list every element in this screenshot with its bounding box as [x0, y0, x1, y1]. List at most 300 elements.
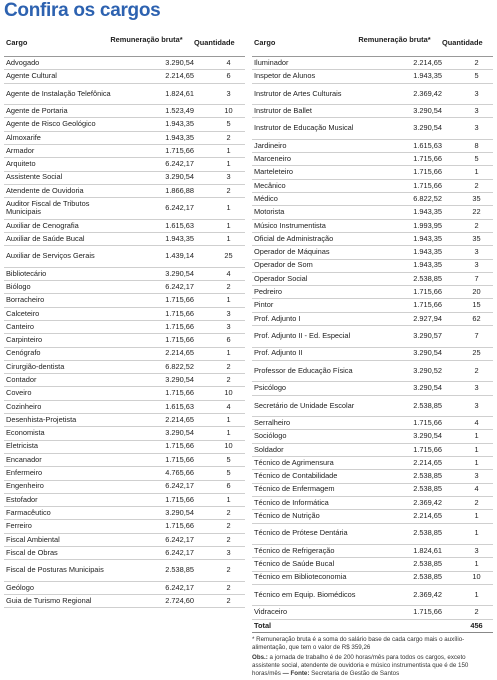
cargo-cell: Sociólogo: [252, 430, 374, 443]
quantidade-cell: 15: [460, 299, 493, 312]
remuneracao-cell: 2.214,65: [374, 510, 460, 523]
remuneracao-cell: 1.715,66: [126, 307, 212, 320]
remuneracao-cell: 2.724,60: [126, 595, 212, 608]
header-cargo: Cargo: [6, 38, 28, 47]
cargo-cell: Marteleteiro: [252, 166, 374, 179]
remuneracao-cell: 1.439,14: [126, 246, 212, 268]
cargo-cell: Prof. Adjunto II - Ed. Especial: [252, 326, 374, 348]
quantidade-cell: 6: [212, 70, 245, 83]
remuneracao-cell: 1.943,35: [374, 246, 460, 259]
table-row: [252, 430, 493, 443]
quantidade-cell: 7: [460, 326, 493, 348]
quantidade-cell: 3: [212, 83, 245, 105]
table-row: [4, 334, 245, 347]
table-row: [4, 400, 245, 413]
remuneracao-cell: 3.290,54: [374, 347, 460, 360]
quantidade-cell: 5: [212, 118, 245, 131]
right-column: [252, 35, 493, 680]
quantidade-cell: 1: [212, 232, 245, 245]
observation: [252, 654, 493, 677]
remuneracao-cell: 1.943,35: [374, 70, 460, 83]
cargo-cell: Técnico de Informática: [252, 496, 374, 509]
table-row: [252, 206, 493, 219]
quantidade-cell: 3: [212, 307, 245, 320]
remuneracao-cell: 3.290,54: [126, 374, 212, 387]
cargo-cell: Serralheiro: [252, 417, 374, 430]
quantidade-cell: 5: [460, 153, 493, 166]
cargo-cell: Auditor Fiscal de Tributos Municipais: [4, 198, 126, 220]
cargos-table-left: [4, 57, 245, 608]
table-row: [4, 493, 245, 506]
quantidade-cell: 1: [460, 166, 493, 179]
remuneracao-cell: 3.290,54: [374, 105, 460, 118]
cargo-cell: Técnico em Biblioteconomia: [252, 571, 374, 584]
remuneracao-cell: 3.290,52: [374, 360, 460, 382]
cargo-cell: Bibliotecário: [4, 267, 126, 280]
quantidade-cell: 6: [212, 480, 245, 493]
quantidade-cell: 2: [460, 360, 493, 382]
header-quantidade: Quantidade: [194, 38, 235, 47]
quantidade-cell: 3: [460, 259, 493, 272]
table-row: [252, 193, 493, 206]
cargo-cell: Encanador: [4, 453, 126, 466]
remuneracao-cell: 2.369,42: [374, 496, 460, 509]
table-row: [4, 281, 245, 294]
cargo-cell: Operador Social: [252, 272, 374, 285]
quantidade-cell: 3: [460, 382, 493, 395]
remuneracao-cell: 1.715,66: [374, 417, 460, 430]
remuneracao-cell: 6.242,17: [126, 533, 212, 546]
quantidade-cell: 2: [212, 533, 245, 546]
remuneracao-cell: 6.242,17: [126, 480, 212, 493]
quantidade-cell: 4: [212, 400, 245, 413]
remuneracao-cell: 1.715,66: [126, 387, 212, 400]
cargo-cell: Prof. Adjunto II: [252, 347, 374, 360]
table-row: [4, 267, 245, 280]
table-row: [252, 139, 493, 152]
quantidade-cell: 4: [460, 417, 493, 430]
cargo-cell: Instrutor de Educação Musical: [252, 118, 374, 140]
quantidade-cell: 10: [460, 571, 493, 584]
remuneracao-cell: 4.765,66: [126, 467, 212, 480]
quantidade-cell: 2: [212, 560, 245, 582]
cargo-cell: Cirurgião-dentista: [4, 360, 126, 373]
cargo-cell: Canteiro: [4, 320, 126, 333]
table-row: [252, 443, 493, 456]
quantidade-cell: 2: [212, 507, 245, 520]
cargo-cell: Secretário de Unidade Escolar: [252, 395, 374, 417]
cargo-cell: Estofador: [4, 493, 126, 506]
quantidade-cell: 4: [212, 57, 245, 70]
quantidade-cell: 1: [212, 414, 245, 427]
total-row: [252, 619, 493, 633]
cargo-cell: Arquiteto: [4, 158, 126, 171]
cargo-cell: Operador de Som: [252, 259, 374, 272]
table-row: [252, 360, 493, 382]
table-row: [252, 312, 493, 325]
table-row: [252, 606, 493, 619]
quantidade-cell: 1: [212, 158, 245, 171]
cargo-cell: Agente de Portaria: [4, 105, 126, 118]
quantidade-cell: 2: [212, 360, 245, 373]
table-row: [4, 294, 245, 307]
remuneracao-cell: 6.242,17: [126, 198, 212, 220]
quantidade-cell: 1: [460, 443, 493, 456]
notes: [252, 636, 493, 677]
table-row: [4, 232, 245, 245]
cargo-cell: Técnico de Prótese Dentária: [252, 523, 374, 545]
table-row: [252, 246, 493, 259]
total-quantidade: 456: [460, 619, 493, 633]
table-row: [252, 457, 493, 470]
cargo-cell: Guia de Turismo Regional: [4, 595, 126, 608]
quantidade-cell: 2: [460, 219, 493, 232]
quantidade-cell: 1: [460, 430, 493, 443]
cargo-cell: Auxiliar de Saúde Bucal: [4, 232, 126, 245]
table-row: [4, 320, 245, 333]
table-row: [252, 118, 493, 140]
quantidade-cell: 2: [212, 281, 245, 294]
quantidade-cell: 10: [212, 440, 245, 453]
remuneracao-cell: 2.369,42: [374, 83, 460, 105]
table-row: [4, 219, 245, 232]
quantidade-cell: 1: [212, 427, 245, 440]
table-row: [4, 533, 245, 546]
table-row: [252, 496, 493, 509]
cargo-cell: Inspetor de Alunos: [252, 70, 374, 83]
cargo-cell: Iluminador: [252, 57, 374, 70]
remuneracao-cell: 2.538,85: [374, 483, 460, 496]
cargo-cell: Fiscal Ambiental: [4, 533, 126, 546]
cargo-cell: Atendente de Ouvidoria: [4, 184, 126, 197]
remuneracao-cell: 1.943,35: [126, 232, 212, 245]
quantidade-cell: 1: [460, 457, 493, 470]
cargo-cell: Mecânico: [252, 179, 374, 192]
remuneracao-cell: 2.927,94: [374, 312, 460, 325]
quantidade-cell: 1: [212, 198, 245, 220]
table-row: [4, 105, 245, 118]
quantidade-cell: 8: [460, 139, 493, 152]
table-row: [252, 483, 493, 496]
remuneracao-cell: 2.538,85: [374, 558, 460, 571]
remuneracao-cell: 1.715,66: [126, 493, 212, 506]
quantidade-cell: 1: [460, 558, 493, 571]
remuneracao-cell: 3.290,54: [126, 427, 212, 440]
table-row: [4, 57, 245, 70]
cargo-cell: Operador de Máquinas: [252, 246, 374, 259]
quantidade-cell: 2: [212, 374, 245, 387]
quantidade-cell: 1: [212, 219, 245, 232]
table-row: [4, 171, 245, 184]
remuneracao-cell: 1.615,63: [126, 219, 212, 232]
table-row: [252, 179, 493, 192]
quantidade-cell: 5: [460, 70, 493, 83]
cargo-cell: Contador: [4, 374, 126, 387]
remuneracao-cell: 1.715,66: [374, 606, 460, 619]
header-quantidade: Quantidade: [442, 38, 483, 47]
cargo-cell: Motorista: [252, 206, 374, 219]
cargo-cell: Técnico de Saúde Bucal: [252, 558, 374, 571]
quantidade-cell: 3: [460, 105, 493, 118]
cargo-cell: Técnico de Nutrição: [252, 510, 374, 523]
quantidade-cell: 10: [212, 387, 245, 400]
remuneracao-cell: 3.290,57: [374, 326, 460, 348]
table-row: [4, 198, 245, 220]
table-row: [252, 326, 493, 348]
table-row: [252, 70, 493, 83]
table-row: [252, 57, 493, 70]
cargo-cell: Borracheiro: [4, 294, 126, 307]
quantidade-cell: 2: [460, 57, 493, 70]
remuneracao-cell: 6.822,52: [374, 193, 460, 206]
table-row: [4, 131, 245, 144]
cargo-cell: Técnico em Equip. Biomédicos: [252, 584, 374, 606]
quantidade-cell: 1: [460, 523, 493, 545]
quantidade-cell: 1: [460, 510, 493, 523]
table-row: [4, 184, 245, 197]
quantidade-cell: 4: [460, 483, 493, 496]
table-header: [252, 35, 493, 57]
cargo-cell: Instrutor de Artes Culturais: [252, 83, 374, 105]
table-row: [4, 440, 245, 453]
table-row: [252, 286, 493, 299]
table-row: [252, 382, 493, 395]
remuneracao-cell: 1.715,66: [374, 299, 460, 312]
cargo-cell: Cozinheiro: [4, 400, 126, 413]
remuneracao-cell: 6.242,17: [126, 547, 212, 560]
quantidade-cell: 25: [460, 347, 493, 360]
quantidade-cell: 2: [460, 496, 493, 509]
table-row: [4, 246, 245, 268]
remuneracao-cell: 2.538,85: [374, 272, 460, 285]
quantidade-cell: 2: [212, 595, 245, 608]
cargo-cell: Almoxarife: [4, 131, 126, 144]
cargo-cell: Agente de Instalação Telefônica: [4, 83, 126, 105]
obs-text: a jornada de trabalho é de 200 horas/mês para todos os cargos, exceto assistente social, atendente de ouvidoria e músico instrumentista que é de 150 horas/mês: [252, 654, 469, 677]
remuneracao-cell: 1.615,63: [126, 400, 212, 413]
quantidade-cell: 10: [212, 105, 245, 118]
table-row: [4, 560, 245, 582]
table-row: [252, 571, 493, 584]
cargo-cell: Instrutor de Ballet: [252, 105, 374, 118]
header-remuneracao: Remuneração bruta*: [110, 35, 183, 44]
obs-label: Obs.:: [252, 654, 268, 662]
cargo-cell: Auxiliar de Serviços Gerais: [4, 246, 126, 268]
quantidade-cell: 1: [212, 347, 245, 360]
footnote: * Remuneração bruta é a soma do salário base de cada cargo mais o auxílio-alimentação, que tem o valor de R$ 359,26: [252, 636, 465, 651]
table-row: [4, 507, 245, 520]
remuneracao-cell: 2.214,65: [126, 347, 212, 360]
quantidade-cell: 2: [212, 184, 245, 197]
remuneracao-cell: 1.715,66: [126, 334, 212, 347]
table-row: [252, 523, 493, 545]
table-row: [4, 387, 245, 400]
table-row: [252, 259, 493, 272]
cargo-cell: Enfermeiro: [4, 467, 126, 480]
table-row: [252, 510, 493, 523]
remuneracao-cell: 1.715,66: [374, 166, 460, 179]
table-row: [252, 166, 493, 179]
cargo-cell: Prof. Adjunto I: [252, 312, 374, 325]
quantidade-cell: 1: [212, 294, 245, 307]
remuneracao-cell: 2.538,85: [374, 523, 460, 545]
table-row: [252, 232, 493, 245]
quantidade-cell: 2: [460, 179, 493, 192]
table-row: [4, 427, 245, 440]
table-row: [4, 360, 245, 373]
table-row: [252, 153, 493, 166]
remuneracao-cell: 2.214,65: [126, 414, 212, 427]
quantidade-cell: 35: [460, 232, 493, 245]
quantidade-cell: 3: [212, 171, 245, 184]
table-row: [4, 158, 245, 171]
cargo-cell: Marceneiro: [252, 153, 374, 166]
table-row: [252, 105, 493, 118]
remuneracao-cell: 2.538,85: [126, 560, 212, 582]
cargo-cell: Jardineiro: [252, 139, 374, 152]
quantidade-cell: 4: [212, 267, 245, 280]
remuneracao-cell: 6.242,17: [126, 281, 212, 294]
quantidade-cell: 3: [212, 547, 245, 560]
quantidade-cell: 1: [460, 584, 493, 606]
table-row: [4, 307, 245, 320]
remuneracao-cell: 3.290,54: [374, 430, 460, 443]
quantidade-cell: 3: [460, 470, 493, 483]
remuneracao-cell: 2.369,42: [374, 584, 460, 606]
remuneracao-cell: 1.715,66: [126, 520, 212, 533]
remuneracao-cell: 1.715,66: [126, 440, 212, 453]
cargo-cell: Oficial de Administração: [252, 232, 374, 245]
table-row: [4, 467, 245, 480]
remuneracao-cell: 1.943,35: [374, 259, 460, 272]
cargo-cell: Fiscal de Obras: [4, 547, 126, 560]
cargo-cell: Armador: [4, 144, 126, 157]
table-row: [4, 118, 245, 131]
remuneracao-cell: 2.214,65: [374, 457, 460, 470]
remuneracao-cell: 1.715,66: [126, 453, 212, 466]
remuneracao-cell: 2.538,85: [374, 571, 460, 584]
remuneracao-cell: 1.943,35: [374, 206, 460, 219]
quantidade-cell: 3: [460, 83, 493, 105]
remuneracao-cell: 6.242,17: [126, 158, 212, 171]
table-row: [4, 453, 245, 466]
quantidade-cell: 7: [460, 272, 493, 285]
table-row: [252, 299, 493, 312]
cargo-cell: Agente de Risco Geológico: [4, 118, 126, 131]
remuneracao-cell: 1.715,66: [126, 294, 212, 307]
cargo-cell: Engenheiro: [4, 480, 126, 493]
cargo-cell: Ferreiro: [4, 520, 126, 533]
table-header: [4, 35, 245, 57]
quantidade-cell: 5: [212, 453, 245, 466]
remuneracao-cell: 3.290,54: [374, 382, 460, 395]
remuneracao-cell: 1.715,66: [374, 286, 460, 299]
cargo-cell: Técnico de Enfermagem: [252, 483, 374, 496]
cargo-cell: Técnico de Agrimensura: [252, 457, 374, 470]
remuneracao-cell: 1.715,66: [126, 144, 212, 157]
remuneracao-cell: 1.943,35: [126, 131, 212, 144]
table-row: [252, 347, 493, 360]
cargo-cell: Técnico de Contabilidade: [252, 470, 374, 483]
table-row: [4, 347, 245, 360]
table-row: [252, 219, 493, 232]
cargo-cell: Músico Instrumentista: [252, 219, 374, 232]
cargo-cell: Agente Cultural: [4, 70, 126, 83]
table-row: [4, 144, 245, 157]
table-row: [252, 470, 493, 483]
fonte-label: — Fonte:: [280, 669, 310, 677]
quantidade-cell: 6: [212, 334, 245, 347]
remuneracao-cell: 6.822,52: [126, 360, 212, 373]
remuneracao-cell: 1.866,88: [126, 184, 212, 197]
left-column: [4, 35, 245, 608]
remuneracao-cell: 1.523,49: [126, 105, 212, 118]
remuneracao-cell: 1.715,66: [374, 153, 460, 166]
cargo-cell: Auxiliar de Cenografia: [4, 219, 126, 232]
header-cargo: Cargo: [254, 38, 276, 47]
remuneracao-cell: 1.715,66: [126, 320, 212, 333]
remuneracao-cell: 2.214,65: [374, 57, 460, 70]
table-row: [4, 480, 245, 493]
remuneracao-cell: 3.290,54: [126, 57, 212, 70]
table-row: [4, 581, 245, 594]
cargos-table-right: [252, 57, 493, 633]
remuneracao-cell: 2.538,85: [374, 470, 460, 483]
quantidade-cell: 2: [460, 606, 493, 619]
remuneracao-cell: 3.290,54: [126, 171, 212, 184]
quantidade-cell: 2: [212, 520, 245, 533]
table-row: [252, 545, 493, 558]
quantidade-cell: 1: [212, 493, 245, 506]
quantidade-cell: 35: [460, 193, 493, 206]
cargo-cell: Professor de Educação Física: [252, 360, 374, 382]
remuneracao-cell: 2.214,65: [126, 70, 212, 83]
remuneracao-cell: 1.943,35: [374, 232, 460, 245]
quantidade-cell: 3: [460, 118, 493, 140]
quantidade-cell: 3: [212, 320, 245, 333]
table-row: [4, 83, 245, 105]
header-remuneracao: Remuneração bruta*: [358, 35, 431, 44]
cargo-cell: Economista: [4, 427, 126, 440]
table-row: [4, 374, 245, 387]
quantidade-cell: 20: [460, 286, 493, 299]
quantidade-cell: 3: [460, 395, 493, 417]
remuneracao-cell: 1.715,66: [374, 443, 460, 456]
quantidade-cell: 62: [460, 312, 493, 325]
cargo-cell: Médico: [252, 193, 374, 206]
cargo-cell: Carpinteiro: [4, 334, 126, 347]
cargo-cell: Geólogo: [4, 581, 126, 594]
cargo-cell: Farmacêutico: [4, 507, 126, 520]
table-row: [252, 272, 493, 285]
table-row: [4, 595, 245, 608]
table-row: [252, 584, 493, 606]
cargo-cell: Calceteiro: [4, 307, 126, 320]
cargo-cell: Técnico de Refrigeração: [252, 545, 374, 558]
table-row: [4, 520, 245, 533]
quantidade-cell: 3: [460, 545, 493, 558]
page-title: Confira os cargos: [4, 0, 161, 21]
quantidade-cell: 5: [212, 467, 245, 480]
quantidade-cell: 1: [212, 144, 245, 157]
cargo-cell: Soldador: [252, 443, 374, 456]
remuneracao-cell: 1.824,61: [374, 545, 460, 558]
cargo-cell: Assistente Social: [4, 171, 126, 184]
cargo-cell: Pintor: [252, 299, 374, 312]
cargo-cell: Cenógrafo: [4, 347, 126, 360]
remuneracao-cell: 1.824,61: [126, 83, 212, 105]
table-row: [252, 417, 493, 430]
